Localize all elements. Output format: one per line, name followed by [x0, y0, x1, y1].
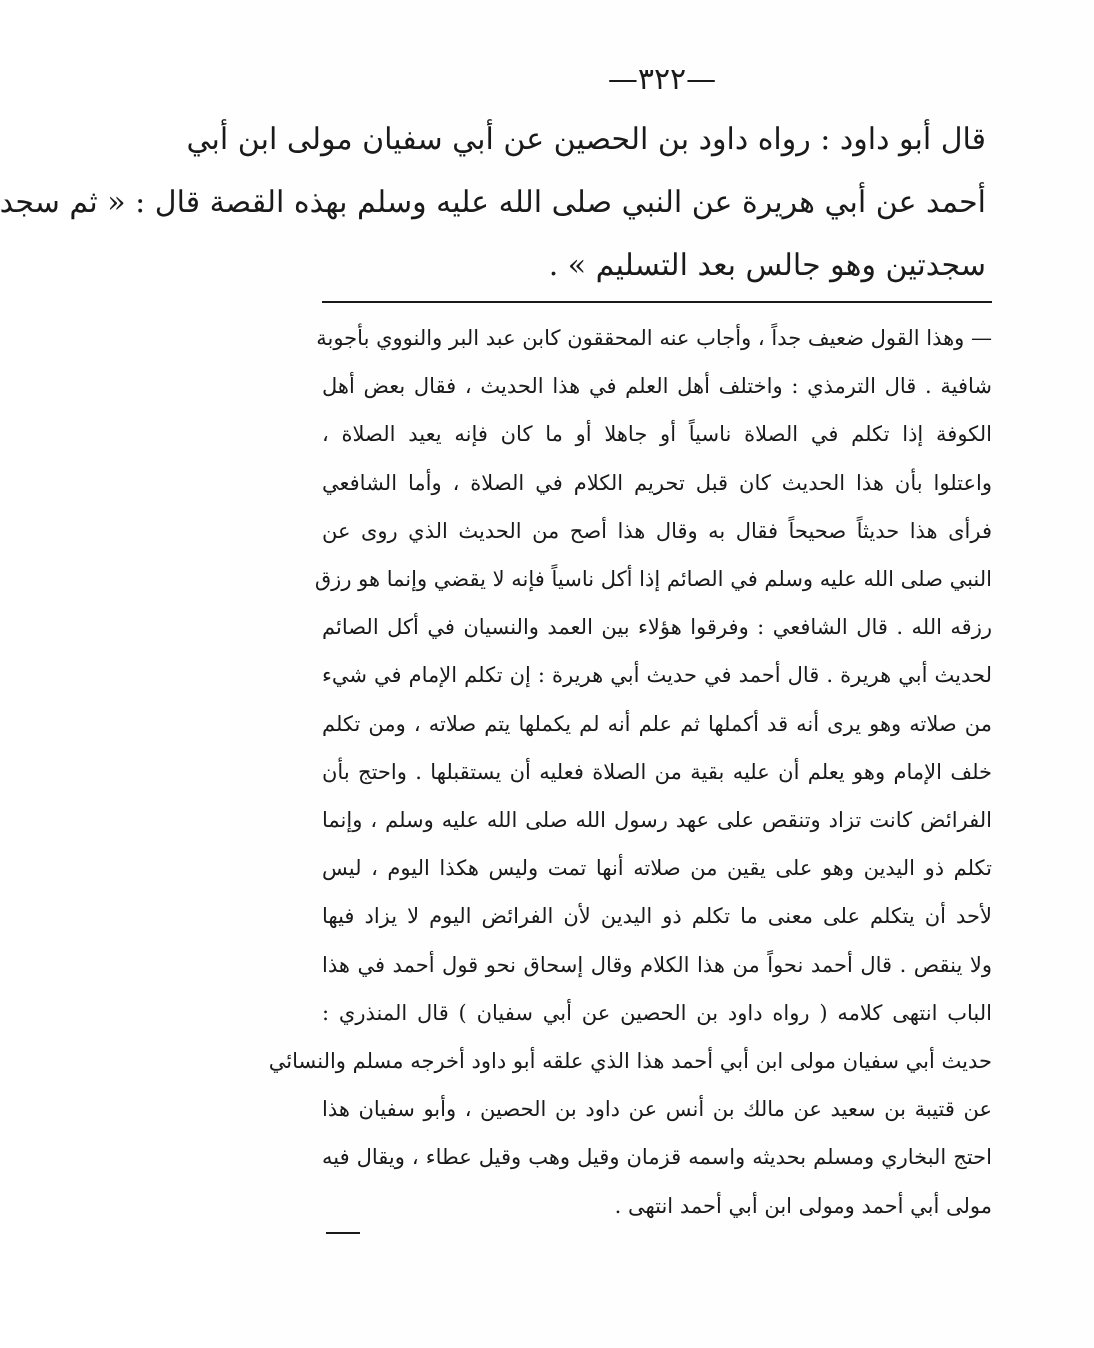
- footnote-line-5: فرأى هذا حديثاً صحيحاً فقال به وقال هذا أصح من الحديث الذي روى عن: [322, 518, 992, 543]
- footnote-line-4: واعتلوا بأن هذا الحديث كان قبل تحريم الكلام في الصلاة ، وأما الشافعي: [322, 470, 992, 495]
- main-text-line-3: سجدتين وهو جالس بعد التسليم » .: [548, 248, 986, 283]
- main-text-line-2: أحمد عن أبي هريرة عن النبي صلى الله عليه وسلم بهذه القصة قال : « ثم سجد: [0, 185, 986, 220]
- footnote-line-13: لأحد أن يتكلم على معنى ما تكلم ذو اليدين لأن الفرائض اليوم لا يزاد فيها: [322, 904, 992, 929]
- footnote-continuation-dash: [326, 1232, 360, 1234]
- footnote-line-14: ولا ينقص . قال أحمد نحواً من هذا الكلام وقال إسحاق نحو قول أحمد في هذا: [322, 952, 992, 977]
- footnote-line-18: احتج البخاري ومسلم بحديثه واسمه قزمان وقيل وهب وقيل عطاء ، ويقال فيه: [322, 1145, 992, 1170]
- footnote-separator: [322, 301, 992, 303]
- main-text: [0, 108, 986, 297]
- footnote-line-15: الباب انتهى كلامه ( رواه داود بن الحصين عن أبي سفيان ) قال المنذري :: [322, 1000, 992, 1025]
- footnote-line-8: لحديث أبي هريرة . قال أحمد في حديث أبي هريرة : إن تكلم الإمام في شيء: [322, 663, 992, 688]
- footnote-line-10: خلف الإمام وهو يعلم أن عليه بقية من الصلاة فعليه أن يستقبلها . واحتج بأن: [322, 759, 992, 784]
- footnote-line-19: مولى أبي أحمد ومولى ابن أبي أحمد انتهى .: [614, 1193, 992, 1218]
- footnote-line-7: رزقه الله . قال الشافعي : وفرقوا هؤلاء بين العمد والنسيان في أكل الصائم: [322, 615, 992, 640]
- page-number: —٣٢٢—: [607, 62, 717, 97]
- footnote-line-6: النبي صلى الله عليه وسلم في الصائم إذا أكل ناسياً فإنه لا يقضي وإنما هو رزق: [314, 567, 992, 592]
- footnote-line-16: حديث أبي سفيان مولى ابن أبي أحمد هذا الذي علقه أبو داود أخرجه مسلم والنسائي: [268, 1049, 992, 1074]
- footnote-line-17: عن قتيبة بن سعيد عن مالك بن أنس عن داود بن الحصين ، وأبو سفيان هذا: [322, 1097, 992, 1122]
- footnote-line-12: تكلم ذو اليدين وهو على يقين من صلاته أنها تمت وليس هكذا اليوم ، ليس: [322, 856, 992, 881]
- footnote-line-9: من صلاته وهو يرى أنه قد أكملها ثم علم أنه لم يكملها يتم صلاته ، ومن تكلم: [322, 711, 992, 736]
- footnote: [268, 314, 992, 1230]
- footnote-line-2: شافية . قال الترمذي : واختلف أهل العلم في هذا الحديث ، فقال بعض أهل: [322, 374, 992, 399]
- footnote-line-11: الفرائض كانت تزاد وتنقص على عهد رسول الله صلى الله عليه وسلم ، وإنما: [322, 808, 992, 833]
- footnote-line-3: الكوفة إذا تكلم في الصلاة ناسياً أو جاهلا أو ما كان فإنه يعيد الصلاة ،: [322, 422, 992, 447]
- footnote-line-1: — وهذا القول ضعيف جداً ، وأجاب عنه المحققون كابن عبد البر والنووي بأجوبة: [316, 326, 992, 350]
- main-text-line-1: قال أبو داود : رواه داود بن الحصين عن أبي سفيان مولى ابن أبي: [186, 122, 986, 157]
